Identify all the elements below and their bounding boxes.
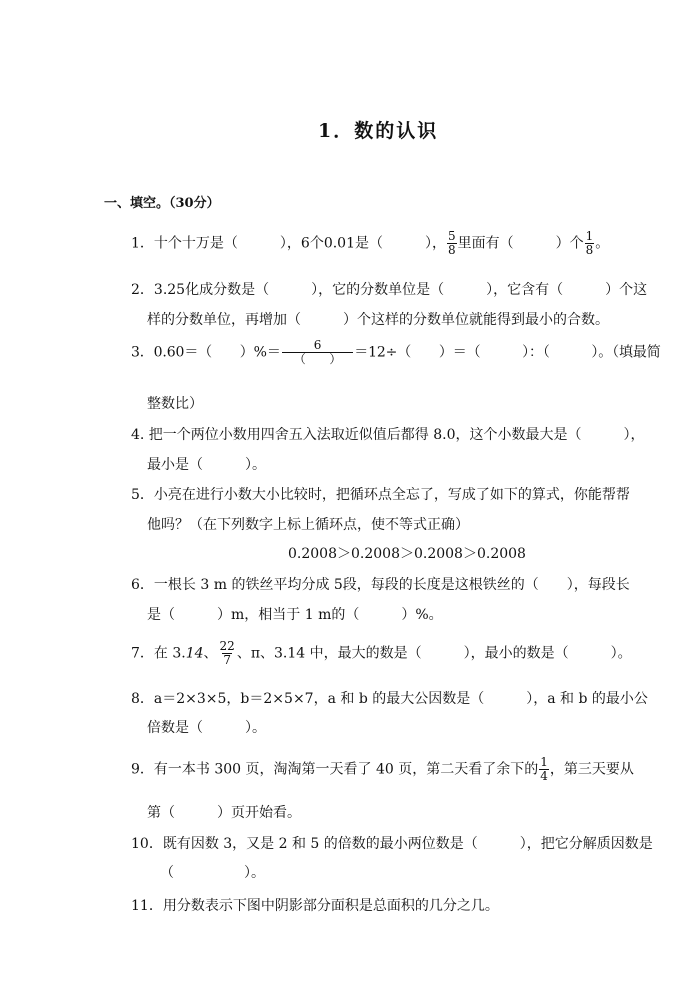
question-6-line-1: 6．一根长 3 m 的铁丝平均分成 5段，每段的长度是这根铁丝的（ ），每段长 (131, 577, 630, 593)
question-4-line-1: 4. 把一个两位小数用四舍五入法取近似值后都得 8.0，这个小数最大是（ ）， (131, 427, 645, 443)
q7-frac-num: 22 (219, 639, 235, 653)
question-5-line-1: 5．小亮在进行小数大小比较时，把循环点全忘了，写成了如下的算式，你能帮帮 (131, 487, 630, 503)
q1-fraction-1-8 (585, 230, 595, 257)
question-10-line-2: （ ）。 (160, 865, 265, 881)
q3-text-a: 3．0.60＝（ ）%＝ (131, 344, 281, 361)
q1-frac2-num: 1 (585, 229, 594, 243)
question-9 (131, 756, 634, 783)
q9-frac-den: 4 (540, 769, 548, 783)
q1-frac1-num: 5 (448, 229, 456, 243)
q7-text-d: 、π、3.14 中，最大的数是（ ），最小的数是（ ）。 (236, 645, 632, 662)
question-6-line-2: 是（ ）m，相当于 1 m的（ ）%。 (147, 607, 443, 623)
q9-text-b: ，第三天要从 (549, 761, 634, 778)
question-1 (131, 230, 609, 257)
question-4-line-2: 最小是（ ）。 (147, 457, 266, 473)
question-5-line-2: 他吗？（在下列数字上标上循环点，使不等式正确） (147, 517, 469, 533)
q1-frac2-den: 8 (585, 243, 594, 257)
question-3-line-2: 整数比） (147, 396, 203, 412)
q3-frac-den: （ ） (282, 352, 354, 366)
q7-text-a: 7．在 3. (131, 645, 186, 662)
q9-frac-num: 1 (540, 755, 548, 769)
question-5-expression: 0.2008＞0.2008＞0.2008＞0.2008 (288, 546, 526, 562)
q7-repeating-digits: 14 (185, 645, 204, 662)
page-title: 1．数的认识 (318, 120, 439, 142)
q1-frac1-den: 8 (448, 243, 456, 257)
question-2-line-1: 2．3.25化成分数是（ ），它的分数单位是（ ），它含有（ ）个这 (131, 282, 648, 298)
q3-fraction (282, 339, 354, 366)
question-9-line-2: 第（ ）页开始看。 (147, 805, 301, 821)
q1-text-b: 里面有（ ）个 (457, 235, 584, 252)
q1-fraction-5-8 (447, 230, 457, 257)
q9-text-a: 9．有一本书 300 页，淘淘第一天看了 40 页，第二天看了余下的 (131, 761, 539, 778)
question-11-line-1: 11．用分数表示下图中阴影部分面积是总面积的几分之几。 (131, 898, 499, 914)
q7-text-c: 、 (203, 645, 218, 662)
question-8-line-2: 倍数是（ ）。 (147, 720, 266, 736)
question-7 (131, 640, 632, 667)
section-heading: 一、填空。（30分） (104, 196, 220, 211)
question-3 (131, 339, 661, 366)
q9-fraction-1-4 (539, 756, 549, 783)
q3-text-b: ＝12÷（ ）＝（ ）：（ ）。（填最简 (354, 344, 661, 361)
q1-text-c: 。 (595, 235, 610, 252)
q3-frac-num: 6 (313, 338, 322, 352)
q1-text-a: 1．十个十万是（ ），6个0.01是（ ）， (131, 235, 446, 252)
question-8-line-1: 8．a＝2×3×5，b＝2×5×7，a 和 b 的最大公因数是（ ），a 和 b 的最小公 (131, 691, 648, 707)
question-10-line-1: 10．既有因数 3，又是 2 和 5 的倍数的最小两位数是（ ），把它分解质因数是 (131, 836, 653, 852)
q7-fraction-22-7 (219, 640, 236, 667)
question-2-line-2: 样的分数单位，再增加（ ）个这样的分数单位就能得到最小的合数。 (147, 312, 609, 328)
q7-frac-den: 7 (223, 653, 231, 667)
